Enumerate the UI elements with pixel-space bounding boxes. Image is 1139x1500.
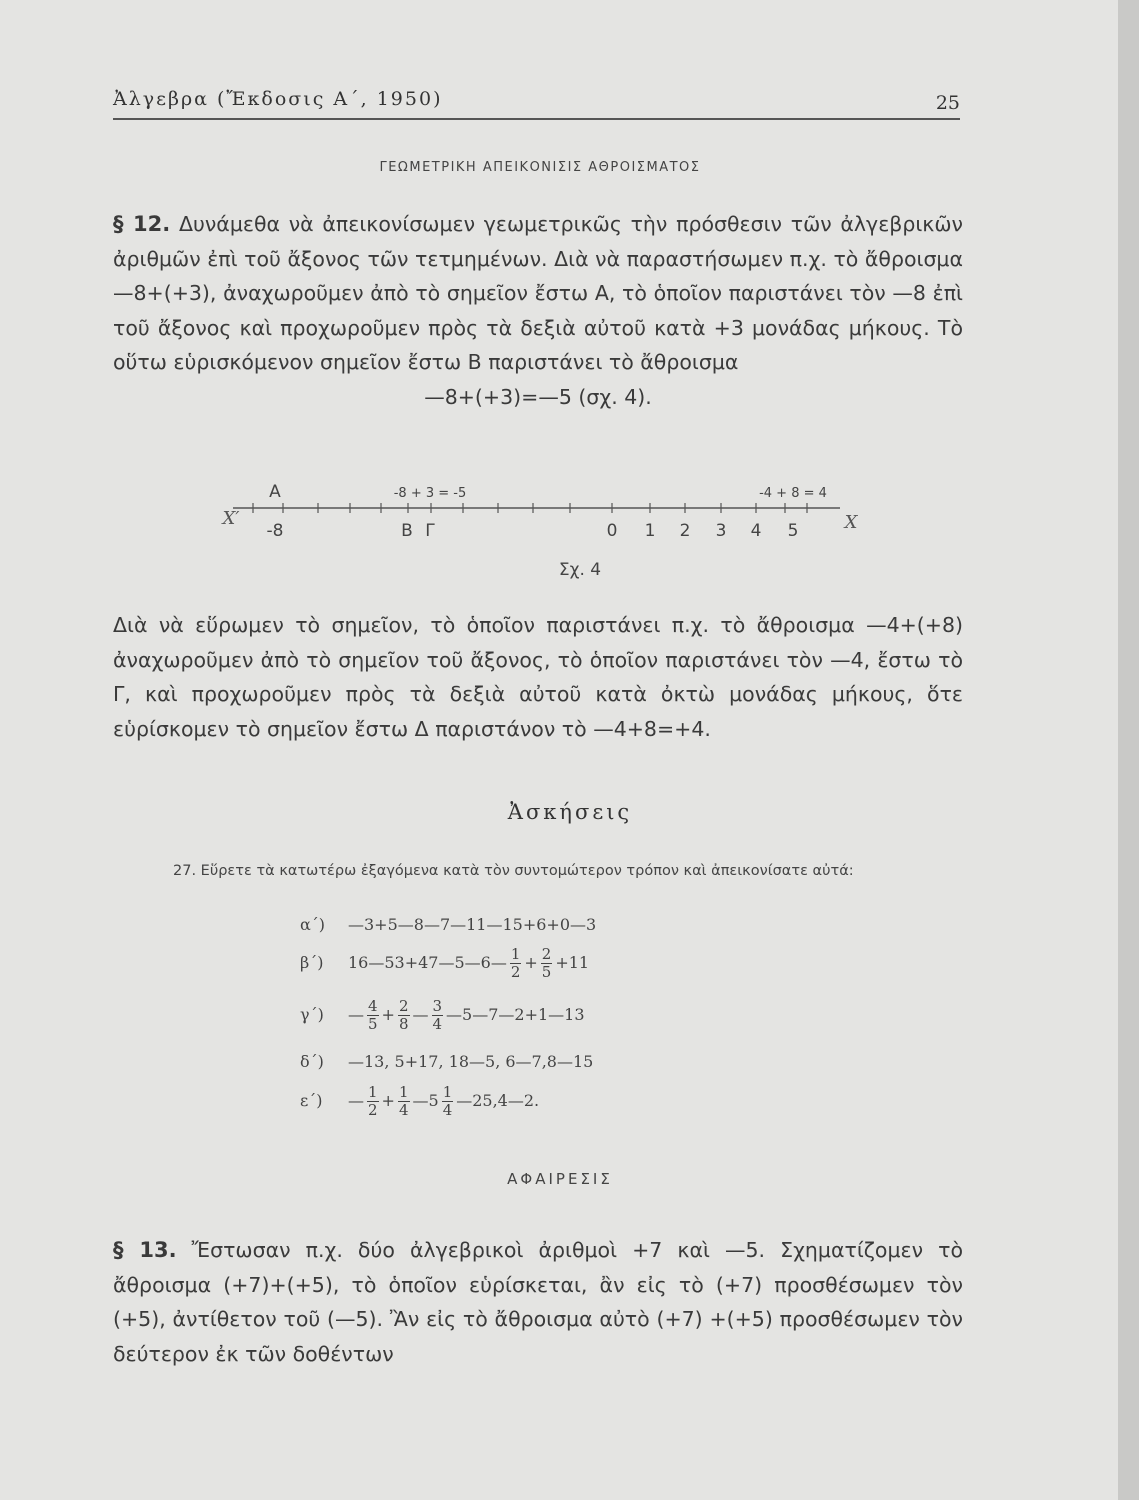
tick-label-2: 2 bbox=[679, 521, 691, 541]
denominator: 4 bbox=[398, 1101, 409, 1119]
paragraph-number: § 13. bbox=[113, 1238, 177, 1262]
page-number: 25 bbox=[935, 92, 960, 114]
denominator: 2 bbox=[510, 963, 521, 981]
numerator: 1 bbox=[368, 1083, 378, 1101]
item-label: β΄) bbox=[300, 953, 324, 972]
exercise-27-intro bbox=[113, 858, 963, 884]
label-a: Α bbox=[269, 482, 281, 502]
item-expression: —3+5—8—7—11—15+6+0—3 bbox=[348, 915, 597, 934]
denominator: 5 bbox=[541, 963, 552, 981]
expr-part: — bbox=[348, 1005, 364, 1024]
expression-2: -4 + 8 = 4 bbox=[759, 486, 827, 501]
subtraction-heading: ΑΦΑΙΡΕΣΙΣ bbox=[507, 1170, 613, 1188]
paragraph-13 bbox=[113, 1233, 963, 1371]
numerator: 3 bbox=[432, 997, 443, 1015]
fraction bbox=[367, 1084, 379, 1119]
item-label: ε΄) bbox=[300, 1091, 323, 1110]
header-title: Ἀλγεβρα (Ἔκδοσις Α΄, 1950) bbox=[113, 88, 443, 110]
exercise-instructions: Εὕρετε τὰ κατωτέρω ἐξαγόμενα κατὰ τὸν συντομώτερον τρόπον καὶ ἀπεικονίσατε αὐτά: bbox=[196, 863, 854, 879]
figure-caption: Σχ. 4 bbox=[558, 560, 602, 580]
paragraph-text: Δυνάμεθα νὰ ἀπεικονίσωμεν γεωμετρικῶς τὴν πρόσθεσιν τῶν ἀλγεβρικῶν ἀριθμῶν ἐπὶ τοῦ ἄξονος τῶν τετμημένων. Διὰ νὰ παραστήσωμεν π.χ. τὸ ἄθροισμα —8+(+3), ἀναχωροῦμεν ἀπὸ τὸ σημεῖον ἔστω Α, τὸ ὁποῖον παριστάνει τὸν —8 ἐπὶ τοῦ ἄξονος καὶ προχωροῦμεν πρὸς τὰ δεξιὰ αὐτοῦ κατὰ +3 μονάδας μήκους. Τὸ οὕτω εὑρισκόμενον σημεῖον ἔστω Β παριστάνει τὸ ἄθροισμα bbox=[113, 212, 964, 374]
numerator: 4 bbox=[368, 997, 378, 1015]
numerator: 1 bbox=[510, 945, 521, 963]
page-edge bbox=[1118, 0, 1139, 1500]
tick-label-minus8: -8 bbox=[266, 521, 284, 541]
fraction bbox=[367, 998, 379, 1033]
tick-label-5: 5 bbox=[787, 521, 799, 541]
exercise-item-c bbox=[300, 998, 585, 1033]
fraction bbox=[398, 998, 410, 1033]
denominator: 4 bbox=[432, 1015, 443, 1033]
expr-part: 16—53+47—5—6— bbox=[348, 953, 507, 972]
running-header bbox=[113, 88, 960, 120]
fraction bbox=[510, 946, 522, 981]
item-label: γ΄) bbox=[300, 1005, 324, 1024]
tick-label-1: 1 bbox=[644, 521, 656, 541]
tick-label-3: 3 bbox=[715, 521, 727, 541]
axis-label-right: X bbox=[844, 512, 858, 533]
expr-part: +11 bbox=[555, 953, 590, 972]
paragraph-12 bbox=[113, 207, 963, 414]
exercise-item-e bbox=[300, 1084, 539, 1119]
tick-label-0: 0 bbox=[606, 521, 618, 541]
expr-part: —5—7—2+1—13 bbox=[446, 1005, 585, 1024]
denominator: 8 bbox=[398, 1015, 409, 1033]
denominator: 5 bbox=[368, 1015, 378, 1033]
label-g: Γ bbox=[425, 521, 435, 541]
denominator: 2 bbox=[368, 1101, 378, 1119]
section-heading: ΓΕΩΜΕΤΡΙΚΗ ΑΠΕΙΚΟΝΙΣΙΣ ΑΘΡΟΙΣΜΑΤΟΣ bbox=[379, 160, 701, 175]
label-b: Β bbox=[401, 521, 413, 541]
expr-part: —25,4—2. bbox=[456, 1091, 540, 1110]
exercise-item-d bbox=[300, 1052, 593, 1071]
numerator: 2 bbox=[398, 997, 409, 1015]
expr-part: + bbox=[381, 1091, 395, 1110]
numerator: 2 bbox=[541, 945, 552, 963]
numerator: 1 bbox=[398, 1083, 409, 1101]
paragraph-find-point: Διὰ νὰ εὕρωμεν τὸ σημεῖον, τὸ ὁποῖον παριστάνει π.χ. τὸ ἄθροισμα —4+(+8) ἀναχωροῦμεν ἀπὸ τὸ σημεῖον τοῦ ἄξονος, τὸ ὁποῖον παριστάνει τὸν —4, ἔστω τὸ Γ, καὶ προχωροῦμεν πρὸς τὰ δεξιὰ αὐτοῦ κατὰ ὀκτὼ μονάδας μήκους, ὅτε εὑρίσκομεν τὸ σημεῖον ἔστω Δ παριστάνον τὸ —4+8=+4. bbox=[113, 613, 963, 741]
paragraph-text: Ἔστωσαν π.χ. δύο ἀλγεβρικοὶ ἀριθμοὶ +7 καὶ —5. Σχηματίζομεν τὸ ἄθροισμα (+7)+(+5), τὸ ὁποῖον εὑρίσκεται, ἂν εἰς τὸ (+7) προσθέσωμεν τὸν (+5), ἀντίθετον τοῦ (—5). Ἂν εἰς τὸ ἄθροισμα αὐτὸ (+7) +(+5) προσθέσωμεν τὸν δεύτερον ἐκ τῶν δοθέντων bbox=[113, 1238, 963, 1366]
exercises-heading: Ἀσκήσεις bbox=[507, 800, 633, 824]
expr-part: + bbox=[381, 1005, 395, 1024]
numerator: 1 bbox=[442, 1083, 453, 1101]
exercise-number: 27. bbox=[173, 863, 197, 879]
item-label: δ΄) bbox=[300, 1052, 324, 1071]
item-label: α΄) bbox=[300, 915, 326, 934]
expr-part: + bbox=[524, 953, 538, 972]
expression-1: -8 + 3 = -5 bbox=[393, 486, 467, 501]
exercise-item-a bbox=[300, 915, 596, 934]
equation: —8+(+3)=—5 (σχ. 4). bbox=[424, 384, 652, 409]
paragraph-number: § 12. bbox=[113, 212, 171, 236]
fraction bbox=[432, 998, 444, 1033]
item-expression: —13, 5+17, 18—5, 6—7,8—15 bbox=[348, 1052, 594, 1071]
expr-part: — bbox=[412, 1005, 429, 1024]
fraction bbox=[398, 1084, 410, 1119]
expr-part: —5 bbox=[412, 1091, 439, 1110]
expr-part: — bbox=[348, 1091, 364, 1110]
exercise-item-b bbox=[300, 946, 589, 981]
tick-label-4: 4 bbox=[750, 521, 762, 541]
fraction bbox=[541, 946, 553, 981]
denominator: 4 bbox=[442, 1101, 453, 1119]
axis-label-left: X′ bbox=[222, 508, 240, 529]
number-line-figure bbox=[215, 472, 875, 552]
fraction bbox=[442, 1084, 454, 1119]
